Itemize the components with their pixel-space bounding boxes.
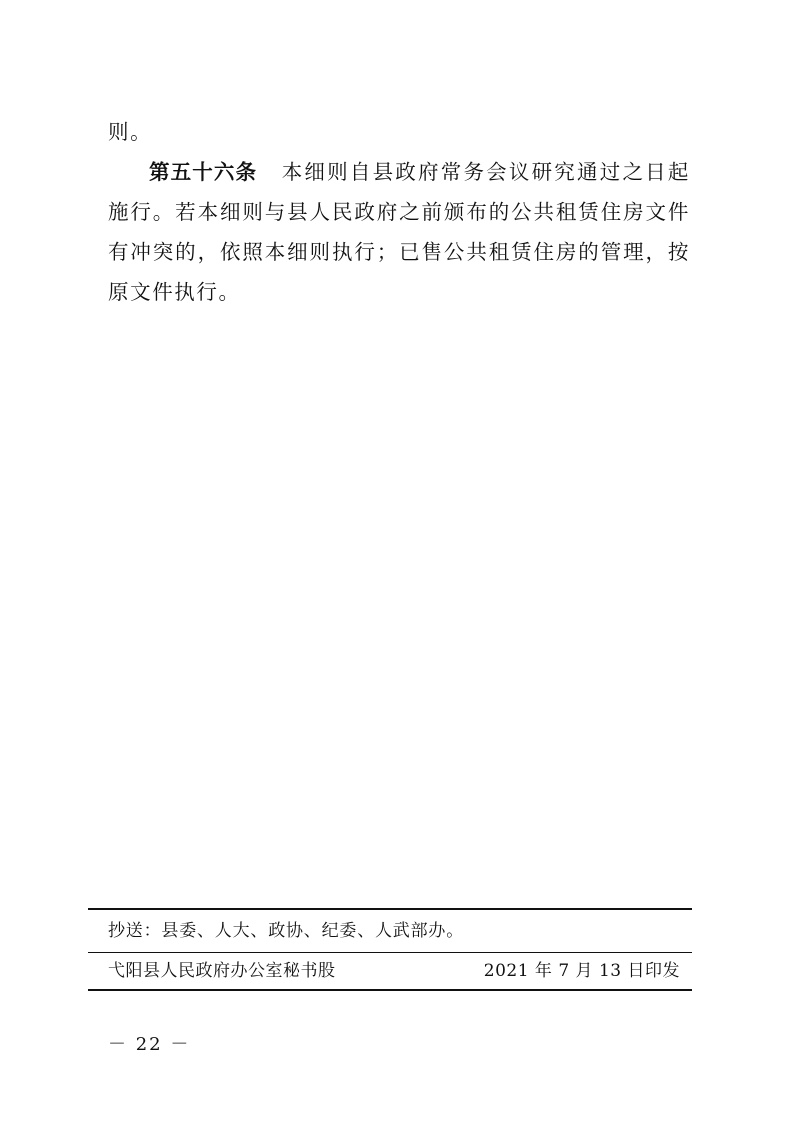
cc-line: 抄送：县委、人大、政协、纪委、人武部办。 xyxy=(108,921,464,941)
article-text: 本细则自县政府常务会议研究通过之日起施行。若本细则与县人民政府之前颁布的公共租赁住房文件有冲突的，依照本细则执行；已售公共租赁住房的管理，按原文件执行。 xyxy=(108,160,690,304)
article-number: 第五十六条 xyxy=(149,160,258,184)
carry-over-paragraph: 则。 xyxy=(108,120,153,144)
body-text xyxy=(108,112,690,312)
footer-bottom-rule xyxy=(88,989,692,991)
article-paragraph xyxy=(108,152,690,312)
document-footer xyxy=(88,908,692,991)
page-number: － 22 － xyxy=(108,1034,191,1055)
print-date: 2021 年 7 月 13 日印发 xyxy=(483,961,680,981)
issuer-name: 弋阳县人民政府办公室秘书股 xyxy=(108,961,336,981)
issuer-line xyxy=(88,953,692,989)
